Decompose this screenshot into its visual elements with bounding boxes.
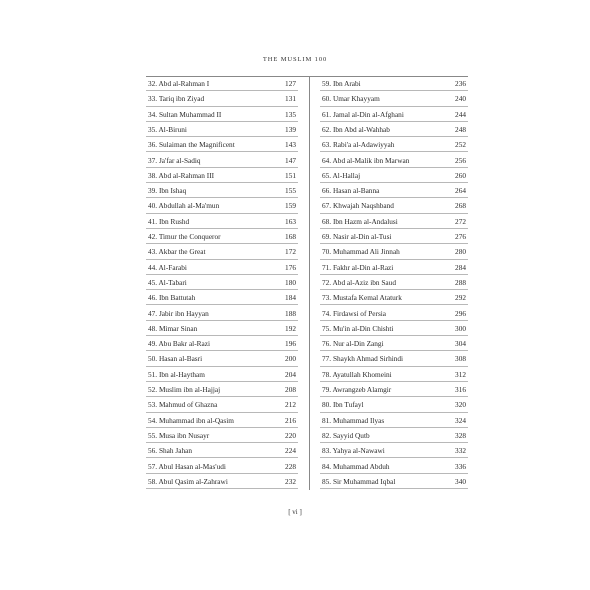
toc-entry-title: 77. Shaykh Ahmad Sirhindi: [322, 354, 404, 364]
toc-entry-page: 236: [455, 79, 466, 88]
toc-entry-page: 280: [455, 247, 466, 257]
toc-entry-page: 312: [455, 369, 466, 379]
toc-entry-page: 292: [455, 293, 466, 303]
toc-entry: [146, 107, 298, 122]
toc-entry-page: 127: [285, 79, 296, 88]
toc-entry: [146, 397, 298, 412]
toc-entry-page: 316: [455, 385, 466, 394]
toc-entry: [320, 382, 468, 397]
toc-entry: [320, 413, 468, 428]
toc-entry-title: 67. Khwajah Naqshband: [322, 201, 394, 211]
toc-entry: [320, 321, 468, 336]
toc-entry: [146, 76, 298, 91]
toc-entry-page: 288: [455, 277, 466, 287]
toc-entry: [320, 244, 468, 259]
toc-entry-title: 42. Timur the Conqueror: [148, 232, 221, 241]
toc-entry-page: 188: [285, 308, 296, 318]
toc-entry: [146, 198, 298, 213]
toc-entry-page: 232: [285, 476, 296, 486]
toc-entry-page: 336: [455, 461, 466, 471]
toc-entry: [320, 76, 468, 91]
toc-entry-page: 159: [285, 201, 296, 211]
toc-entry: [146, 91, 298, 106]
toc-entry-title: 57. Abul Hasan al-Mas'udi: [148, 461, 226, 471]
toc-entry: [146, 229, 298, 244]
toc-entry: [320, 443, 468, 458]
toc-entry-title: 84. Muhammad Abduh: [322, 461, 390, 471]
toc-entry-page: 192: [285, 323, 296, 333]
toc-entry-title: 80. Ibn Tufayl: [322, 400, 364, 410]
toc-entry-title: 76. Nur al-Din Zangi: [322, 339, 384, 349]
toc-entry-page: 196: [285, 339, 296, 349]
toc-entry-page: 244: [455, 109, 466, 119]
toc-entry: [146, 382, 298, 397]
toc-entry: [320, 122, 468, 137]
toc-entry-title: 78. Ayatullah Khomeini: [322, 369, 392, 379]
toc-entry: [146, 306, 298, 321]
toc-entry-page: 260: [455, 170, 466, 180]
toc-entry: [320, 107, 468, 122]
toc-entry-title: 73. Mustafa Kemal Ataturk: [322, 293, 402, 303]
toc-entry-title: 37. Ja'far al-Sadiq: [148, 155, 201, 165]
toc-entry-title: 38. Abd al-Rahman III: [148, 170, 215, 180]
toc-entry-title: 43. Akbar the Great: [148, 247, 206, 257]
toc-entry-title: 50. Hasan al-Basri: [148, 354, 203, 364]
toc-entry-title: 55. Musa ibn Nusayr: [148, 430, 210, 440]
toc-entry-page: 220: [285, 430, 296, 440]
toc-entry-page: 276: [455, 232, 466, 241]
toc-entry-page: 176: [285, 262, 296, 272]
toc-entry: [320, 428, 468, 443]
toc-entry-page: 212: [285, 400, 296, 410]
toc-entry-page: 320: [455, 400, 466, 410]
toc-entry-page: 228: [285, 461, 296, 471]
toc-entry-title: 36. Sulaiman the Magnificent: [148, 140, 235, 150]
toc-entry-page: 296: [455, 308, 466, 318]
toc-entry-page: 216: [285, 415, 296, 425]
toc-entry-title: 74. Firdawsi of Persia: [322, 308, 387, 318]
toc-entry-page: 256: [455, 155, 466, 165]
toc-entry-page: 240: [455, 94, 466, 104]
toc-entry-page: 163: [285, 216, 296, 226]
toc-entry-page: 284: [455, 262, 466, 272]
toc-entry-page: 328: [455, 430, 466, 440]
toc-entry-page: 308: [455, 354, 466, 364]
toc-entry-page: 200: [285, 354, 296, 364]
toc-column-right: [320, 76, 468, 490]
toc-entry-title: 40. Abdullah al-Ma'mun: [148, 201, 220, 211]
toc-entry-title: 33. Tariq ibn Ziyad: [148, 94, 205, 104]
toc-entry-page: 143: [285, 140, 296, 150]
toc-entry: [320, 91, 468, 106]
toc-entry: [320, 351, 468, 366]
toc-entry-title: 34. Sultan Muhammad II: [148, 109, 222, 119]
toc-entry: [146, 153, 298, 168]
toc-entry-title: 82. Sayyid Qutb: [322, 430, 370, 440]
toc-entry: [146, 183, 298, 198]
toc-entry-page: 172: [285, 247, 296, 257]
toc-entry: [146, 336, 298, 351]
toc-entry: [146, 214, 298, 229]
toc-entry-page: 151: [285, 170, 296, 180]
toc-entry: [146, 428, 298, 443]
toc-entry: [146, 290, 298, 305]
toc-entry-page: 300: [455, 323, 466, 333]
toc-entry-page: 155: [285, 186, 296, 196]
toc-entry: [320, 459, 468, 474]
toc-entry-page: 180: [285, 277, 296, 287]
toc-entry-title: 69. Nasir al-Din al-Tusi: [322, 232, 392, 241]
toc-entry: [146, 367, 298, 382]
toc-entry: [320, 183, 468, 198]
toc-entry-page: 131: [285, 94, 296, 104]
toc-entry-page: 324: [455, 415, 466, 425]
toc-entry-title: 49. Abu Bakr al-Razi: [148, 339, 211, 349]
toc-entry-title: 68. Ibn Hazm al-Andalusi: [322, 216, 398, 226]
toc-column-left: [146, 76, 298, 490]
toc-entry: [146, 244, 298, 259]
toc-entry-title: 79. Awrangzeb Alamgir: [322, 385, 392, 394]
toc-entry: [146, 443, 298, 458]
toc-entry: [146, 122, 298, 137]
toc-entry-page: 208: [285, 385, 296, 394]
toc-entry: [320, 397, 468, 412]
toc-entry-title: 61. Jamal al-Din al-Afghani: [322, 109, 404, 119]
toc-entry-title: 81. Muhammad Ilyas: [322, 415, 385, 425]
toc-entry-title: 56. Shah Jahan: [148, 446, 192, 456]
toc-entry-title: 41. Ibn Rushd: [148, 216, 190, 226]
toc-entry-page: 168: [285, 232, 296, 241]
toc-entry: [320, 153, 468, 168]
toc-entry-title: 48. Mimar Sinan: [148, 323, 198, 333]
toc-entry-title: 63. Rabi'a al-Adawiyyah: [322, 140, 395, 150]
toc-entry-page: 248: [455, 124, 466, 134]
toc-entry: [146, 168, 298, 183]
toc-entry: [146, 459, 298, 474]
toc-entry: [320, 336, 468, 351]
toc-entry: [320, 260, 468, 275]
toc-entry: [146, 474, 298, 489]
toc-entry-title: 35. Al-Biruni: [148, 124, 187, 134]
toc-entry: [146, 413, 298, 428]
toc-entry: [320, 137, 468, 152]
toc-entry-title: 72. Abd al-Aziz ibn Saud: [322, 277, 396, 287]
toc-entry-title: 53. Mahmud of Ghazna: [148, 400, 218, 410]
toc-entry-page: 224: [285, 446, 296, 456]
toc-entry-page: 184: [285, 293, 296, 303]
toc-entry-page: 135: [285, 109, 296, 119]
toc-entry-page: 332: [455, 446, 466, 456]
toc-entry-title: 45. Al-Tabari: [148, 277, 187, 287]
toc-entry-title: 44. Al-Farabi: [148, 262, 187, 272]
toc-entry-title: 85. Sir Muhammad Iqbal: [322, 476, 396, 486]
toc-entry-title: 59. Ibn Arabi: [322, 79, 361, 88]
toc-entry: [320, 367, 468, 382]
toc-entry-title: 60. Umar Khayyam: [322, 94, 380, 104]
toc-entry-title: 32. Abd al-Rahman I: [148, 79, 210, 88]
toc-entry-page: 204: [285, 369, 296, 379]
toc-entry-title: 66. Hasan al-Banna: [322, 186, 380, 196]
toc-entry-title: 46. Ibn Battutah: [148, 293, 196, 303]
toc-entry-title: 65. Al-Hallaj: [322, 170, 361, 180]
toc-entry-title: 51. Ibn al-Haytham: [148, 369, 205, 379]
toc-entry-page: 272: [455, 216, 466, 226]
toc-entry-title: 70. Muhammad Ali Jinnah: [322, 247, 400, 257]
page-number: [ vi ]: [288, 508, 302, 516]
toc-entry-page: 268: [455, 201, 466, 211]
toc-entry-title: 83. Yahya al-Nawawi: [322, 446, 385, 456]
toc-entry: [146, 351, 298, 366]
table-of-contents: [146, 76, 468, 490]
toc-entry: [146, 321, 298, 336]
toc-entry: [320, 168, 468, 183]
toc-entry-page: 264: [455, 186, 466, 196]
toc-entry: [320, 214, 468, 229]
toc-entry-title: 64. Abd al-Malik ibn Marwan: [322, 155, 410, 165]
toc-entry-title: 62. Ibn Abd al-Wahhab: [322, 124, 390, 134]
toc-entry: [320, 229, 468, 244]
toc-entry-title: 47. Jabir ibn Hayyan: [148, 308, 209, 318]
toc-entry-title: 75. Mu'in al-Din Chishti: [322, 323, 394, 333]
toc-entry-page: 252: [455, 140, 466, 150]
toc-entry: [146, 137, 298, 152]
toc-entry-title: 58. Abul Qasim al-Zahrawi: [148, 476, 228, 486]
toc-entry-page: 340: [455, 476, 466, 486]
toc-entry: [320, 198, 468, 213]
toc-entry-page: 304: [455, 339, 466, 349]
toc-entry: [146, 275, 298, 290]
column-divider: [309, 76, 310, 490]
toc-entry-title: 52. Muslim ibn al-Hajjaj: [148, 385, 221, 394]
toc-entry-title: 71. Fakhr al-Din al-Razi: [322, 262, 394, 272]
toc-entry: [320, 275, 468, 290]
toc-entry-title: 54. Muhammad ibn al-Qasim: [148, 415, 234, 425]
toc-entry-page: 147: [285, 155, 296, 165]
toc-entry-title: 39. Ibn Ishaq: [148, 186, 187, 196]
toc-entry: [146, 260, 298, 275]
toc-entry: [320, 306, 468, 321]
toc-entry: [320, 290, 468, 305]
toc-entry: [320, 474, 468, 489]
toc-entry-page: 139: [285, 124, 296, 134]
running-head: THE MUSLIM 100: [262, 56, 328, 63]
